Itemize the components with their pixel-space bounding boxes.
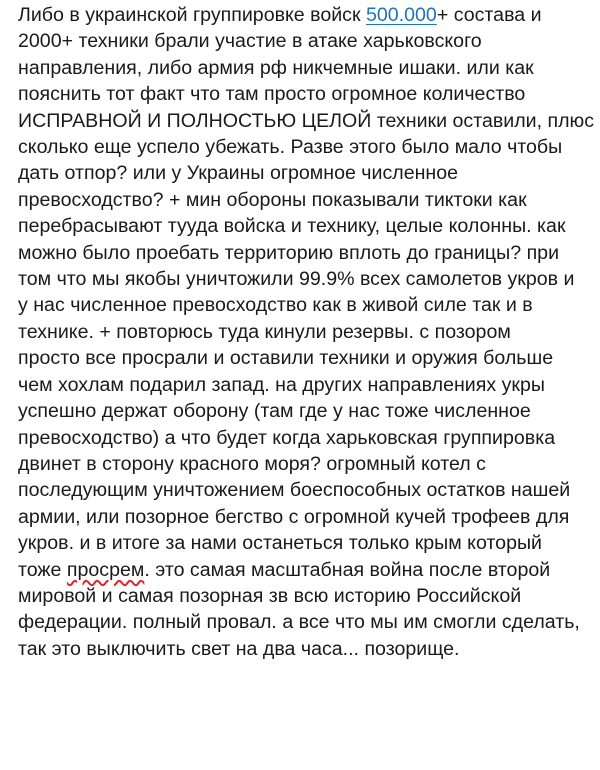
paragraph (18, 2, 595, 662)
text-segment: чем хохлам подарил запад. на других направлениях укры (18, 373, 545, 396)
text-segment: дать отпор? или у Украины огромное численное (18, 162, 459, 185)
text-line (18, 240, 588, 266)
text-segment: укров. и в итоге за нами останеться только крым который (18, 532, 542, 555)
text-line (18, 134, 588, 160)
text-segment: Либо в украинской группировке войск (18, 4, 366, 26)
text-segment: . это самая масштабная война после второй (144, 558, 551, 581)
text-line (18, 451, 588, 477)
text-line (18, 266, 588, 292)
text-segment: ИСПРАВНОЙ И ПОЛНОСТЬЮ ЦЕЛОЙ техники оставили, плюс (18, 109, 595, 132)
text-line (18, 557, 588, 583)
text-segment: армии, или позорное бегство с огромной кучей трофеев для (18, 505, 570, 528)
text-line (18, 609, 588, 635)
text-line (18, 28, 588, 54)
text-line (18, 345, 588, 371)
text-line (18, 425, 588, 451)
text-segment: так это выключить свет на два часа... позорище. (18, 637, 460, 660)
text-line (18, 213, 588, 239)
inline-link[interactable]: 500.000 (366, 4, 437, 26)
text-line (18, 504, 588, 530)
text-line (18, 108, 595, 134)
text-segment: + состава и (436, 4, 542, 26)
text-segment: федерации. полный провал. а все что мы им смогли сделать, (18, 611, 580, 634)
misspelled-word[interactable]: просрем (66, 558, 145, 581)
text-segment: мировой и самая позорная зв всю историю Российской (18, 584, 522, 607)
text-line (18, 372, 588, 398)
text-segment: 2000+ техники брали участие в атаке харьковского (18, 30, 482, 53)
text-segment: превосходство? + мин обороны показывали тиктоки как (18, 188, 527, 211)
text-line (18, 55, 588, 81)
text-segment: том что мы якобы уничтожили 99.9% всех самолетов укров и (18, 268, 575, 291)
text-segment: превосходство) а что будет когда харьковская группировка (18, 426, 556, 449)
text-segment: у нас численное превосходство как в живой силе так и в (18, 294, 533, 317)
text-line (18, 398, 588, 424)
text-line (18, 2, 588, 28)
text-segment: успешно держат оборону (там где у нас тоже численное (18, 400, 531, 423)
text-line (18, 583, 588, 609)
text-line (18, 81, 588, 107)
text-segment: тоже (18, 558, 67, 581)
text-segment: сколько еще успело убежать. Разве этого было мало чтобы (18, 136, 563, 159)
text-segment: последующим уничтожением боеспособных остатков нашей (18, 479, 571, 502)
text-line (18, 636, 588, 662)
text-line (18, 160, 588, 186)
text-line (18, 292, 588, 318)
text-line (18, 187, 588, 213)
text-segment: просто все просрали и оставили техники и оружия больше (18, 347, 554, 370)
text-segment: направления, либо армия рф никчемные ишаки. или как (18, 56, 534, 79)
text-line (18, 319, 588, 345)
text-line (18, 530, 588, 556)
text-segment: перебрасывают тууда войска и технику, целые колонны. как (18, 215, 566, 238)
text-segment: технике. + повторюсь туда кинули резервы. с позором (18, 320, 511, 343)
text-segment: пояснить тот факт что там просто огромное количество (18, 83, 526, 106)
text-line (18, 477, 588, 503)
document-body (18, 2, 595, 662)
text-segment: можно было проебать территорию вплоть до границы? при (18, 241, 560, 264)
text-segment: двинет в сторону красного моря? огромный котел с (18, 452, 486, 475)
